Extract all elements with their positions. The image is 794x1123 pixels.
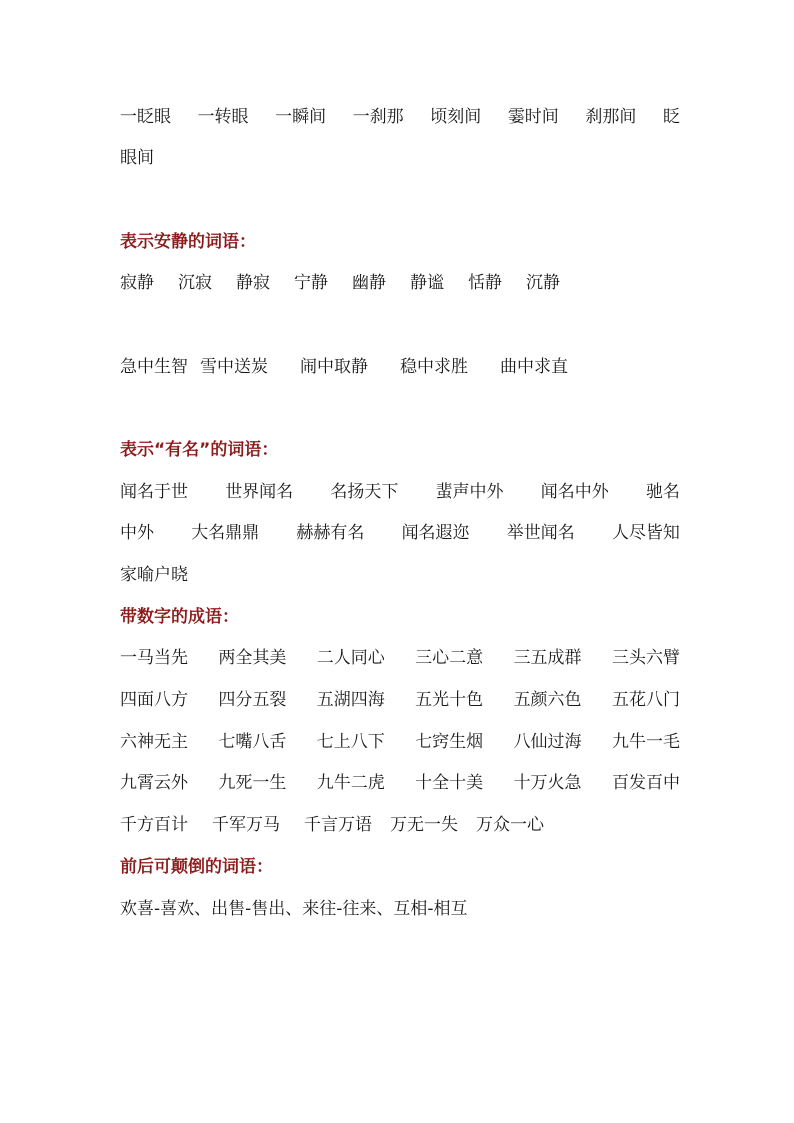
word: 幽静 <box>352 273 386 293</box>
idiom: 九霄云外 <box>120 773 188 793</box>
section-heading-famous: 表示“有名”的词语： <box>120 440 279 460</box>
word: 一刹那 <box>352 107 404 127</box>
word: 蜚声中外 <box>435 482 504 502</box>
word: 闻名中外 <box>540 482 609 502</box>
blink-words-line-2: 眼间 <box>120 148 154 168</box>
word: 霎时间 <box>507 107 559 127</box>
word: 静寂 <box>236 273 270 293</box>
zhong-idioms <box>120 356 680 378</box>
idiom: 百发百中 <box>611 773 680 793</box>
idiom: 雪中送炭 <box>200 357 268 377</box>
idiom: 急中生智 <box>120 357 188 377</box>
number-idioms-row-1 <box>120 647 680 669</box>
word: 沉寂 <box>178 273 212 293</box>
idiom: 二人同心 <box>316 648 385 668</box>
reversible-words: 欢喜-喜欢、出售-售出、来往-往来、互相-相互 <box>120 899 468 919</box>
blink-words-line-1 <box>120 106 680 128</box>
word: 一转眼 <box>197 107 249 127</box>
word: 寂静 <box>120 273 154 293</box>
word: 闻名于世 <box>120 482 188 502</box>
idiom: 曲中求直 <box>500 357 568 377</box>
word: 驰名 <box>645 482 680 502</box>
idiom: 六神无主 <box>120 732 188 752</box>
idiom: 三五成群 <box>513 648 582 668</box>
word: 大名鼎鼎 <box>191 523 260 543</box>
idiom: 九牛一毛 <box>611 732 680 752</box>
idiom: 五光十色 <box>415 690 484 710</box>
idiom: 两全其美 <box>218 648 287 668</box>
idiom: 九死一生 <box>218 773 287 793</box>
word: 闻名遐迩 <box>401 523 470 543</box>
idiom: 七嘴八舌 <box>218 732 287 752</box>
idiom: 千军万马 <box>212 815 280 835</box>
word: 宁静 <box>294 273 328 293</box>
idiom: 四分五裂 <box>218 690 287 710</box>
idiom: 五花八门 <box>611 690 680 710</box>
word: 一瞬间 <box>275 107 327 127</box>
word: 顷刻间 <box>430 107 482 127</box>
idiom: 九牛二虎 <box>316 773 385 793</box>
word: 世界闻名 <box>225 482 294 502</box>
idiom: 五湖四海 <box>316 690 385 710</box>
famous-words-line-2 <box>120 522 680 544</box>
idiom: 闹中取静 <box>300 357 368 377</box>
idiom: 十全十美 <box>415 773 484 793</box>
idiom: 一马当先 <box>120 648 188 668</box>
section-heading-quiet: 表示安静的词语： <box>120 232 256 252</box>
word: 一眨眼 <box>120 107 171 127</box>
idiom: 七上八下 <box>316 732 385 752</box>
word: 静谧 <box>410 273 444 293</box>
word: 刹那间 <box>585 107 637 127</box>
idiom: 万众一心 <box>476 815 544 835</box>
idiom: 稳中求胜 <box>400 357 468 377</box>
idiom: 万无一失 <box>390 815 458 835</box>
idiom: 十万火急 <box>513 773 582 793</box>
number-idioms-row-4 <box>120 772 680 794</box>
word: 中外 <box>120 523 154 543</box>
word: 赫赫有名 <box>296 523 365 543</box>
idiom: 千言万语 <box>304 815 372 835</box>
section-heading-reversible: 前后可颠倒的词语： <box>120 857 273 877</box>
idiom: 三心二意 <box>415 648 484 668</box>
idiom: 千方百计 <box>120 815 188 835</box>
section-heading-numbers: 带数字的成语： <box>120 607 239 627</box>
word: 人尽皆知 <box>611 523 680 543</box>
word: 沉静 <box>526 273 560 293</box>
idiom: 三头六臂 <box>611 648 680 668</box>
number-idioms-row-5 <box>120 814 680 836</box>
famous-words-line-3: 家喻户晓 <box>120 565 188 585</box>
idiom: 四面八方 <box>120 690 188 710</box>
number-idioms-row-2 <box>120 689 680 711</box>
number-idioms-row-3 <box>120 731 680 753</box>
word: 眨 <box>662 107 680 127</box>
idiom: 八仙过海 <box>513 732 582 752</box>
word: 举世闻名 <box>506 523 575 543</box>
quiet-words <box>120 272 560 294</box>
word: 名扬天下 <box>330 482 399 502</box>
word: 恬静 <box>468 273 502 293</box>
famous-words-line-1 <box>120 481 680 503</box>
idiom: 七窍生烟 <box>415 732 484 752</box>
idiom: 五颜六色 <box>513 690 582 710</box>
